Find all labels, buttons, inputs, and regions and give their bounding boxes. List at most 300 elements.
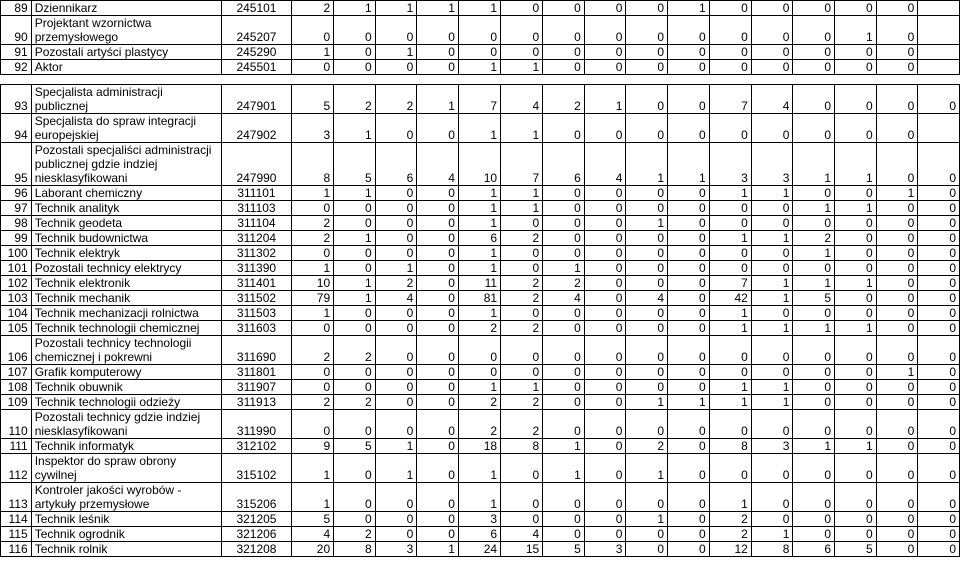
table-row <box>1 439 960 454</box>
occupation-code: 312102 <box>221 439 291 454</box>
value-cell: 2 <box>501 276 543 291</box>
value-cell: 0 <box>918 395 960 410</box>
value-cell: 0 <box>584 306 626 321</box>
value-cell: 0 <box>417 410 459 439</box>
value-cell: 0 <box>835 395 877 410</box>
value-cell: 0 <box>751 45 793 60</box>
row-number: 99 <box>1 231 32 246</box>
value-cell: 0 <box>375 321 417 336</box>
value-cell: 0 <box>793 114 835 143</box>
value-cell: 1 <box>375 439 417 454</box>
value-cell: 1 <box>458 483 500 512</box>
value-cell: 0 <box>793 45 835 60</box>
value-cell: 0 <box>501 483 543 512</box>
value-cell: 0 <box>543 1 585 16</box>
value-cell: 0 <box>584 527 626 542</box>
value-cell: 2 <box>291 336 333 365</box>
value-cell: 0 <box>543 483 585 512</box>
value-cell: 0 <box>584 454 626 483</box>
occupation-code: 321205 <box>221 512 291 527</box>
value-cell: 2 <box>709 527 751 542</box>
value-cell: 0 <box>543 60 585 75</box>
value-cell: 2 <box>458 321 500 336</box>
value-cell: 1 <box>375 45 417 60</box>
value-cell: 81 <box>458 291 500 306</box>
occupation-code: 245290 <box>221 45 291 60</box>
value-cell: 1 <box>291 186 333 201</box>
value-cell: 0 <box>417 276 459 291</box>
value-cell: 0 <box>918 380 960 395</box>
table-row <box>1 246 960 261</box>
value-cell: 0 <box>291 410 333 439</box>
table-row <box>1 1 960 16</box>
value-cell: 0 <box>291 246 333 261</box>
value-cell: 1 <box>626 512 668 527</box>
occupation-name: Technik mechanizacji rolnictwa <box>31 306 221 321</box>
value-cell: 0 <box>668 439 710 454</box>
value-cell: 0 <box>417 246 459 261</box>
row-number: 107 <box>1 365 32 380</box>
value-cell: 0 <box>584 395 626 410</box>
value-cell: 0 <box>835 85 877 114</box>
value-cell: 0 <box>334 16 376 45</box>
value-cell: 5 <box>291 85 333 114</box>
table-row <box>1 380 960 395</box>
value-cell: 0 <box>876 60 918 75</box>
value-cell <box>918 114 960 143</box>
value-cell: 0 <box>543 216 585 231</box>
value-cell: 0 <box>626 60 668 75</box>
value-cell: 0 <box>876 527 918 542</box>
occupation-name: Pozostali technicy technologii chemicznej i pokrewni <box>31 336 221 365</box>
occupation-name: Technik rolnik <box>31 542 221 557</box>
value-cell: 0 <box>417 454 459 483</box>
value-cell: 0 <box>709 114 751 143</box>
value-cell: 2 <box>375 85 417 114</box>
value-cell: 2 <box>543 85 585 114</box>
value-cell: 0 <box>876 85 918 114</box>
value-cell: 0 <box>375 483 417 512</box>
value-cell: 0 <box>751 201 793 216</box>
value-cell: 0 <box>876 201 918 216</box>
occupation-name: Kontroler jakości wyrobów - artykuły przemysłowe <box>31 483 221 512</box>
value-cell: 4 <box>501 85 543 114</box>
value-cell: 3 <box>709 143 751 186</box>
occupation-code: 311390 <box>221 261 291 276</box>
value-cell: 1 <box>375 1 417 16</box>
value-cell: 0 <box>835 60 877 75</box>
value-cell: 0 <box>918 261 960 276</box>
value-cell: 0 <box>751 216 793 231</box>
value-cell: 1 <box>793 276 835 291</box>
value-cell: 0 <box>918 216 960 231</box>
value-cell: 2 <box>334 527 376 542</box>
value-cell: 0 <box>793 527 835 542</box>
value-cell: 0 <box>291 321 333 336</box>
occupation-name: Projektant wzornictwa przemysłowego <box>31 16 221 45</box>
value-cell: 0 <box>626 380 668 395</box>
row-number: 92 <box>1 60 32 75</box>
value-cell: 0 <box>543 321 585 336</box>
value-cell: 0 <box>876 395 918 410</box>
value-cell: 0 <box>668 246 710 261</box>
value-cell: 0 <box>584 16 626 45</box>
occupation-code: 311104 <box>221 216 291 231</box>
value-cell: 2 <box>334 395 376 410</box>
value-cell: 0 <box>668 114 710 143</box>
value-cell: 0 <box>417 321 459 336</box>
value-cell: 1 <box>626 216 668 231</box>
value-cell: 0 <box>918 276 960 291</box>
value-cell: 18 <box>458 439 500 454</box>
value-cell <box>918 16 960 45</box>
value-cell: 0 <box>709 454 751 483</box>
value-cell: 0 <box>793 261 835 276</box>
value-cell: 0 <box>626 542 668 557</box>
value-cell: 8 <box>709 439 751 454</box>
value-cell: 0 <box>584 439 626 454</box>
value-cell: 0 <box>876 321 918 336</box>
value-cell: 0 <box>543 114 585 143</box>
value-cell: 1 <box>291 454 333 483</box>
value-cell: 2 <box>458 395 500 410</box>
value-cell: 1 <box>751 395 793 410</box>
value-cell: 0 <box>709 216 751 231</box>
occupation-name: Technik obuwnik <box>31 380 221 395</box>
table-row <box>1 143 960 186</box>
table-row <box>1 16 960 45</box>
value-cell: 1 <box>458 1 500 16</box>
value-cell: 1 <box>709 231 751 246</box>
value-cell: 0 <box>417 114 459 143</box>
occupation-code: 321208 <box>221 542 291 557</box>
value-cell: 0 <box>375 231 417 246</box>
value-cell: 0 <box>626 276 668 291</box>
value-cell: 0 <box>501 306 543 321</box>
value-cell: 0 <box>668 45 710 60</box>
value-cell: 2 <box>291 231 333 246</box>
value-cell: 0 <box>709 16 751 45</box>
value-cell: 0 <box>417 60 459 75</box>
value-cell: 0 <box>375 246 417 261</box>
row-number: 112 <box>1 454 32 483</box>
value-cell: 0 <box>751 114 793 143</box>
value-cell: 0 <box>458 45 500 60</box>
value-cell: 1 <box>835 439 877 454</box>
value-cell: 0 <box>668 454 710 483</box>
value-cell: 42 <box>709 291 751 306</box>
value-cell: 0 <box>501 16 543 45</box>
value-cell: 0 <box>626 410 668 439</box>
value-cell: 6 <box>458 527 500 542</box>
value-cell: 0 <box>918 246 960 261</box>
value-cell: 7 <box>709 85 751 114</box>
value-cell: 0 <box>417 395 459 410</box>
value-cell: 0 <box>375 114 417 143</box>
value-cell: 4 <box>375 291 417 306</box>
value-cell: 0 <box>835 45 877 60</box>
value-cell <box>918 1 960 16</box>
occupation-name: Technik technologii chemicznej <box>31 321 221 336</box>
value-cell: 0 <box>543 201 585 216</box>
value-cell: 0 <box>543 306 585 321</box>
value-cell: 1 <box>709 321 751 336</box>
value-cell: 0 <box>375 527 417 542</box>
table-row <box>1 216 960 231</box>
value-cell: 1 <box>751 276 793 291</box>
value-cell: 20 <box>291 542 333 557</box>
value-cell: 0 <box>876 114 918 143</box>
value-cell: 0 <box>626 306 668 321</box>
value-cell: 0 <box>543 45 585 60</box>
table-row <box>1 336 960 365</box>
value-cell: 3 <box>751 439 793 454</box>
occupation-code: 321206 <box>221 527 291 542</box>
value-cell: 2 <box>291 395 333 410</box>
value-cell: 0 <box>835 306 877 321</box>
value-cell: 1 <box>458 114 500 143</box>
value-cell: 1 <box>417 1 459 16</box>
value-cell: 0 <box>417 261 459 276</box>
row-number: 102 <box>1 276 32 291</box>
value-cell: 1 <box>626 395 668 410</box>
value-cell: 0 <box>417 512 459 527</box>
value-cell: 3 <box>584 542 626 557</box>
value-cell: 5 <box>543 542 585 557</box>
value-cell: 0 <box>668 186 710 201</box>
value-cell: 0 <box>501 261 543 276</box>
value-cell: 1 <box>334 186 376 201</box>
value-cell: 0 <box>918 85 960 114</box>
value-cell: 1 <box>291 483 333 512</box>
value-cell: 1 <box>876 365 918 380</box>
value-cell <box>918 45 960 60</box>
value-cell: 0 <box>584 483 626 512</box>
value-cell: 0 <box>709 60 751 75</box>
occupation-name: Pozostali artyści plastycy <box>31 45 221 60</box>
value-cell: 0 <box>334 216 376 231</box>
value-cell: 15 <box>501 542 543 557</box>
value-cell: 11 <box>458 276 500 291</box>
row-number: 94 <box>1 114 32 143</box>
value-cell: 0 <box>793 483 835 512</box>
value-cell: 1 <box>793 439 835 454</box>
value-cell: 0 <box>751 365 793 380</box>
value-cell: 0 <box>918 336 960 365</box>
value-cell: 12 <box>709 542 751 557</box>
value-cell: 0 <box>626 1 668 16</box>
occupation-name: Inspektor do spraw obrony cywilnej <box>31 454 221 483</box>
value-cell: 0 <box>835 114 877 143</box>
value-cell: 0 <box>709 45 751 60</box>
value-cell: 0 <box>668 306 710 321</box>
value-cell: 0 <box>835 291 877 306</box>
value-cell: 0 <box>751 483 793 512</box>
value-cell: 0 <box>876 231 918 246</box>
value-cell: 0 <box>709 336 751 365</box>
value-cell: 0 <box>751 306 793 321</box>
value-cell: 0 <box>751 336 793 365</box>
table-body <box>1 1 960 557</box>
table-row <box>1 512 960 527</box>
value-cell: 0 <box>876 512 918 527</box>
value-cell: 0 <box>626 85 668 114</box>
occupation-code: 311913 <box>221 395 291 410</box>
value-cell: 0 <box>793 380 835 395</box>
value-cell: 0 <box>626 321 668 336</box>
value-cell: 0 <box>835 261 877 276</box>
value-cell: 1 <box>417 542 459 557</box>
value-cell: 1 <box>458 60 500 75</box>
value-cell: 6 <box>458 231 500 246</box>
occupation-code: 311302 <box>221 246 291 261</box>
table-row <box>1 85 960 114</box>
occupation-code: 311990 <box>221 410 291 439</box>
value-cell: 1 <box>543 261 585 276</box>
value-cell: 0 <box>918 410 960 439</box>
table-row <box>1 231 960 246</box>
value-cell: 0 <box>584 1 626 16</box>
value-cell: 0 <box>835 1 877 16</box>
value-cell: 0 <box>835 216 877 231</box>
value-cell: 0 <box>835 246 877 261</box>
value-cell: 4 <box>501 527 543 542</box>
value-cell: 0 <box>793 395 835 410</box>
value-cell: 0 <box>918 512 960 527</box>
value-cell: 0 <box>835 454 877 483</box>
value-cell: 0 <box>668 527 710 542</box>
value-cell: 0 <box>668 261 710 276</box>
value-cell: 10 <box>458 143 500 186</box>
value-cell: 0 <box>501 365 543 380</box>
value-cell: 7 <box>458 85 500 114</box>
value-cell: 1 <box>793 246 835 261</box>
occupation-name: Grafik komputerowy <box>31 365 221 380</box>
value-cell: 0 <box>709 365 751 380</box>
value-cell: 0 <box>417 45 459 60</box>
value-cell: 0 <box>334 454 376 483</box>
value-cell: 0 <box>626 365 668 380</box>
value-cell: 0 <box>291 60 333 75</box>
value-cell: 0 <box>334 60 376 75</box>
occupation-code: 311603 <box>221 321 291 336</box>
value-cell: 0 <box>751 1 793 16</box>
value-cell: 0 <box>417 186 459 201</box>
value-cell: 0 <box>751 454 793 483</box>
value-cell: 0 <box>626 114 668 143</box>
value-cell: 3 <box>375 542 417 557</box>
value-cell: 0 <box>876 306 918 321</box>
value-cell: 5 <box>334 143 376 186</box>
value-cell: 0 <box>751 60 793 75</box>
value-cell: 0 <box>501 1 543 16</box>
occupation-code: 311204 <box>221 231 291 246</box>
value-cell: 0 <box>709 246 751 261</box>
value-cell: 2 <box>501 410 543 439</box>
value-cell: 0 <box>835 380 877 395</box>
occupation-code: 311503 <box>221 306 291 321</box>
row-number: 97 <box>1 201 32 216</box>
occupation-code: 247902 <box>221 114 291 143</box>
value-cell: 0 <box>918 527 960 542</box>
value-cell: 1 <box>668 1 710 16</box>
value-cell: 0 <box>668 60 710 75</box>
row-number: 98 <box>1 216 32 231</box>
occupation-name: Specjalista administracji publicznej <box>31 85 221 114</box>
value-cell: 0 <box>709 261 751 276</box>
value-cell: 1 <box>291 261 333 276</box>
value-cell: 0 <box>543 512 585 527</box>
value-cell: 2 <box>334 336 376 365</box>
value-cell: 0 <box>668 216 710 231</box>
value-cell: 4 <box>751 85 793 114</box>
value-cell: 1 <box>835 276 877 291</box>
value-cell: 0 <box>668 231 710 246</box>
value-cell: 0 <box>876 261 918 276</box>
value-cell: 0 <box>417 439 459 454</box>
value-cell: 1 <box>458 306 500 321</box>
value-cell: 9 <box>291 439 333 454</box>
value-cell: 79 <box>291 291 333 306</box>
row-number: 95 <box>1 143 32 186</box>
value-cell: 0 <box>709 201 751 216</box>
value-cell: 0 <box>543 380 585 395</box>
value-cell: 0 <box>835 483 877 512</box>
value-cell: 0 <box>918 454 960 483</box>
occupation-code: 247901 <box>221 85 291 114</box>
value-cell: 0 <box>876 410 918 439</box>
value-cell: 0 <box>668 276 710 291</box>
value-cell: 0 <box>835 336 877 365</box>
value-cell: 6 <box>793 542 835 557</box>
value-cell: 0 <box>584 231 626 246</box>
occupation-code: 311801 <box>221 365 291 380</box>
value-cell: 0 <box>584 114 626 143</box>
value-cell: 6 <box>375 143 417 186</box>
row-number: 90 <box>1 16 32 45</box>
value-cell: 0 <box>543 336 585 365</box>
value-cell: 2 <box>501 395 543 410</box>
row-number: 103 <box>1 291 32 306</box>
value-cell: 0 <box>291 365 333 380</box>
value-cell: 1 <box>501 60 543 75</box>
value-cell: 5 <box>334 439 376 454</box>
row-number: 104 <box>1 306 32 321</box>
value-cell: 0 <box>793 16 835 45</box>
value-cell: 0 <box>501 246 543 261</box>
value-cell: 0 <box>584 512 626 527</box>
occupation-name: Laborant chemiczny <box>31 186 221 201</box>
table-row <box>1 527 960 542</box>
value-cell: 4 <box>543 291 585 306</box>
value-cell: 1 <box>543 439 585 454</box>
value-cell: 3 <box>458 512 500 527</box>
value-cell: 0 <box>501 454 543 483</box>
value-cell: 1 <box>709 380 751 395</box>
row-number: 110 <box>1 410 32 439</box>
value-cell: 0 <box>291 380 333 395</box>
table-row <box>1 542 960 557</box>
table-row <box>1 114 960 143</box>
value-cell: 0 <box>668 201 710 216</box>
value-cell: 1 <box>709 395 751 410</box>
occupation-code: 311103 <box>221 201 291 216</box>
value-cell: 0 <box>626 246 668 261</box>
value-cell: 0 <box>334 410 376 439</box>
table-row <box>1 365 960 380</box>
value-cell: 0 <box>375 201 417 216</box>
value-cell: 0 <box>584 186 626 201</box>
